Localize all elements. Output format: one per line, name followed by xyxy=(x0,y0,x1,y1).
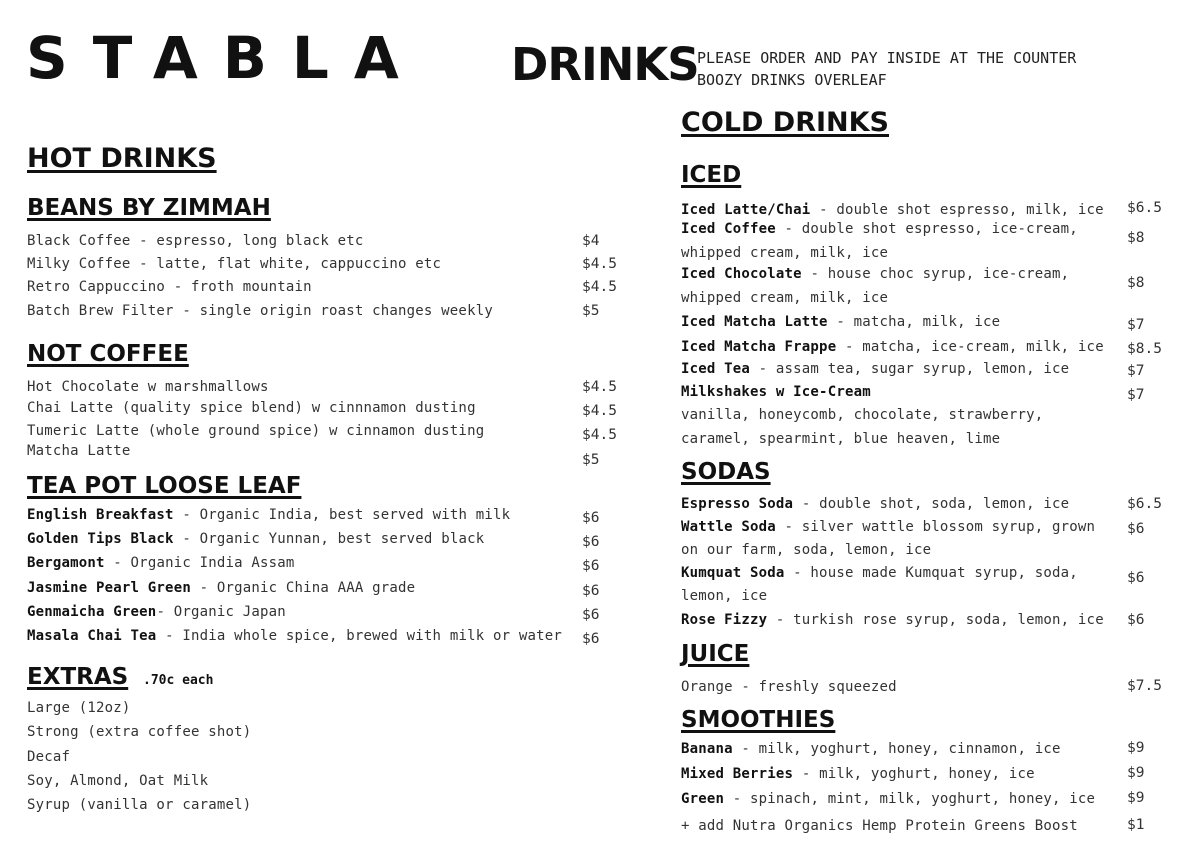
menu-item: Tumeric Latte (whole ground spice) w cinnamon dusting xyxy=(27,423,485,439)
price: $9 xyxy=(1127,740,1145,756)
item-name: Milkshakes w Ice-Cream xyxy=(681,384,871,400)
extras-note: .70c each xyxy=(143,673,214,688)
item-desc: - silver wattle blossom syrup, grown xyxy=(775,519,1096,535)
menu-item: Milky Coffee - latte, flat white, cappuccino etc xyxy=(27,256,442,272)
price: $4 xyxy=(582,233,600,249)
price: $9 xyxy=(1127,790,1145,806)
item-desc: - turkish rose syrup, soda, lemon, ice xyxy=(767,612,1104,628)
price: $6 xyxy=(582,510,600,526)
item-name: Iced Latte/Chai xyxy=(681,202,811,218)
item-desc: - double shot, soda, lemon, ice xyxy=(793,496,1070,512)
menu-item: Batch Brew Filter - single origin roast changes weekly xyxy=(27,303,493,319)
item-name: Golden Tips Black xyxy=(27,531,174,547)
beans-heading: BEANS BY ZIMMAH xyxy=(27,195,271,221)
menu-item xyxy=(681,519,1095,535)
item-name: Masala Chai Tea xyxy=(27,628,157,644)
menu-item xyxy=(681,221,1078,237)
item-desc: - house made Kumquat syrup, soda, xyxy=(784,565,1078,581)
menu-item xyxy=(27,507,510,523)
item-name: Iced Matcha Latte xyxy=(681,314,828,330)
price: $6.5 xyxy=(1127,200,1162,216)
item-name: Jasmine Pearl Green xyxy=(27,580,191,596)
item-name: Genmaicha Green xyxy=(27,604,157,620)
menu-item xyxy=(681,496,1069,512)
hot-drinks-heading: HOT DRINKS xyxy=(27,143,217,174)
item-desc: - house choc syrup, ice-cream, xyxy=(801,266,1070,282)
item-name: Iced Chocolate xyxy=(681,266,802,282)
menu-item xyxy=(681,314,1000,330)
order-note: PLEASE ORDER AND PAY INSIDE AT THE COUNTER xyxy=(697,49,1077,67)
extra-item: Strong (extra coffee shot) xyxy=(27,724,252,740)
extra-item: Syrup (vanilla or caramel) xyxy=(27,797,252,813)
item-desc: - Organic China AAA grade xyxy=(190,580,416,596)
price: $6 xyxy=(1127,612,1145,628)
menu-item xyxy=(27,604,286,620)
price: $5 xyxy=(582,452,600,468)
item-name: Espresso Soda xyxy=(681,496,794,512)
price: $6 xyxy=(582,534,600,550)
menu-item xyxy=(27,531,484,547)
menu-item: Hot Chocolate w marshmallows xyxy=(27,379,269,395)
price: $7.5 xyxy=(1127,678,1162,694)
menu-item xyxy=(681,612,1104,628)
item-desc: - double shot espresso, ice-cream, xyxy=(775,221,1078,237)
price: $7 xyxy=(1127,363,1145,379)
item-desc: - Organic Japan xyxy=(156,604,286,620)
price: $7 xyxy=(1127,317,1145,333)
item-name: English Breakfast xyxy=(27,507,174,523)
menu-item: Black Coffee - espresso, long black etc xyxy=(27,233,364,249)
item-name: Green xyxy=(681,791,725,807)
cold-drinks-heading: COLD DRINKS xyxy=(681,107,889,138)
tea-heading: TEA POT LOOSE LEAF xyxy=(27,473,302,499)
iced-heading: ICED xyxy=(681,162,742,188)
price: $8 xyxy=(1127,230,1145,246)
menu-item xyxy=(681,266,1069,282)
item-desc: - matcha, milk, ice xyxy=(827,314,1001,330)
price: $4.5 xyxy=(582,403,617,419)
item-desc: - milk, yoghurt, honey, cinnamon, ice xyxy=(732,741,1061,757)
menu-item xyxy=(681,565,1078,581)
item-desc-cont: vanilla, honeycomb, chocolate, strawberry, xyxy=(681,407,1044,423)
smoothies-heading: SMOOTHIES xyxy=(681,707,836,733)
menu-item xyxy=(681,361,1069,377)
menu-item: Retro Cappuccino - froth mountain xyxy=(27,279,312,295)
price: $6 xyxy=(582,558,600,574)
price: $4.5 xyxy=(582,279,617,295)
item-desc: - milk, yoghurt, honey, ice xyxy=(793,766,1035,782)
item-desc: - matcha, ice-cream, milk, ice xyxy=(836,339,1104,355)
addon-item: + add Nutra Organics Hemp Protein Greens Boost xyxy=(681,818,1078,834)
menu-item xyxy=(681,766,1035,782)
item-desc: - double shot espresso, milk, ice xyxy=(810,202,1104,218)
boozy-note: BOOZY DRINKS OVERLEAF xyxy=(697,71,887,89)
extras-heading: EXTRAS xyxy=(27,664,129,690)
item-name: Iced Tea xyxy=(681,361,751,377)
item-name: Iced Matcha Frappe xyxy=(681,339,837,355)
extra-item: Soy, Almond, Oat Milk xyxy=(27,773,209,789)
item-desc-cont: lemon, ice xyxy=(681,588,768,604)
price: $6 xyxy=(582,583,600,599)
price: $9 xyxy=(1127,765,1145,781)
menu-item: Matcha Latte xyxy=(27,443,131,459)
item-desc: - assam tea, sugar syrup, lemon, ice xyxy=(750,361,1070,377)
item-desc: - spinach, mint, milk, yoghurt, honey, ice xyxy=(724,791,1096,807)
extra-item: Decaf xyxy=(27,749,71,765)
item-desc: - Organic India, best served with milk xyxy=(173,507,511,523)
page-title: DRINKS xyxy=(511,38,699,91)
extra-item: Large (12oz) xyxy=(27,700,131,716)
not-coffee-heading: NOT COFFEE xyxy=(27,341,189,367)
price: $8.5 xyxy=(1127,341,1162,357)
item-name: Iced Coffee xyxy=(681,221,776,237)
price: $5 xyxy=(582,303,600,319)
item-desc-cont: on our farm, soda, lemon, ice xyxy=(681,542,932,558)
menu-item xyxy=(681,741,1061,757)
price: $4.5 xyxy=(582,427,617,443)
menu-item xyxy=(681,202,1104,218)
item-name: Banana xyxy=(681,741,733,757)
price: $6 xyxy=(582,607,600,623)
price: $6 xyxy=(1127,521,1145,537)
menu-item xyxy=(27,555,295,571)
price: $7 xyxy=(1127,387,1145,403)
item-desc: - Organic Yunnan, best served black xyxy=(173,531,485,547)
sodas-heading: SODAS xyxy=(681,459,771,485)
price: $1 xyxy=(1127,817,1145,833)
price: $6.5 xyxy=(1127,496,1162,512)
item-desc: - Organic India Assam xyxy=(104,555,295,571)
item-name: Mixed Berries xyxy=(681,766,794,782)
item-desc-cont: whipped cream, milk, ice xyxy=(681,245,889,261)
price: $6 xyxy=(1127,570,1145,586)
price: $8 xyxy=(1127,275,1145,291)
menu-item xyxy=(27,580,415,596)
item-name: Rose Fizzy xyxy=(681,612,768,628)
price: $6 xyxy=(582,631,600,647)
item-name: Wattle Soda xyxy=(681,519,776,535)
item-desc: - India whole spice, brewed with milk or water xyxy=(156,628,562,644)
juice-heading: JUICE xyxy=(681,641,750,667)
menu-item xyxy=(681,339,1104,355)
price: $4.5 xyxy=(582,256,617,272)
menu-item xyxy=(681,384,871,400)
brand-logo: STABLA xyxy=(26,24,424,92)
price: $4.5 xyxy=(582,379,617,395)
menu-item: Chai Latte (quality spice blend) w cinnnamon dusting xyxy=(27,400,476,416)
item-name: Bergamont xyxy=(27,555,105,571)
item-desc-cont: whipped cream, milk, ice xyxy=(681,290,889,306)
menu-item: Orange - freshly squeezed xyxy=(681,679,897,695)
menu-item xyxy=(27,628,562,644)
item-desc-cont: caramel, spearmint, blue heaven, lime xyxy=(681,431,1001,447)
menu-item xyxy=(681,791,1095,807)
item-name: Kumquat Soda xyxy=(681,565,785,581)
